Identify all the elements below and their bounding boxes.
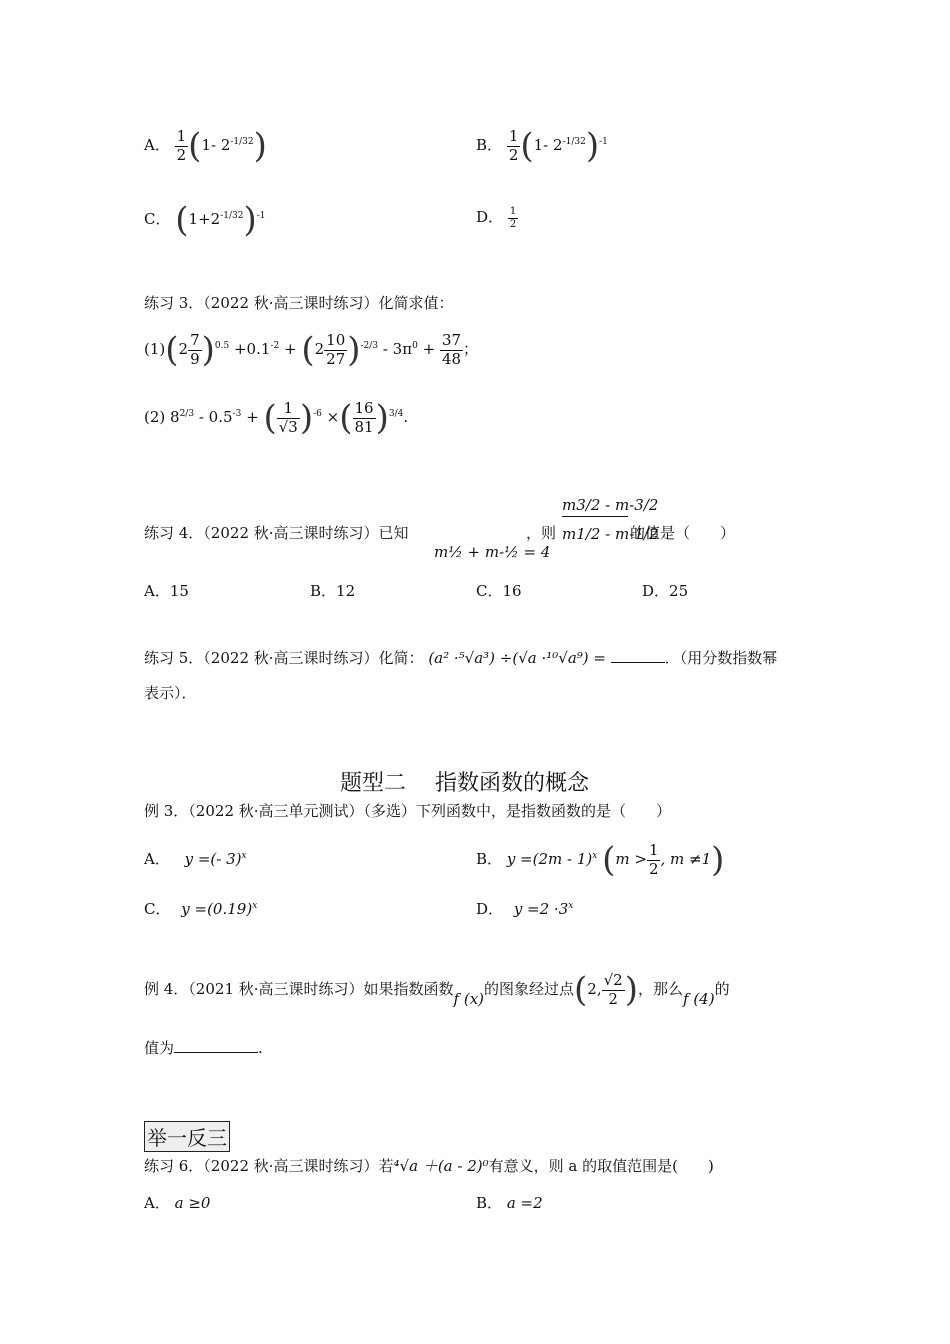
expr-part: +0.1 [233, 340, 271, 358]
fraction-denominator: m1/2 - m-1/2 [562, 525, 659, 543]
exercise-3-part-2: (2) $8^{2/3} - 0.5^{-3}$ + ( $\frac{1}{√3}$ )$^{-6}$ ×( $\frac{16}{81}$ )$^{3/4}$. [144, 398, 409, 438]
exponent: x [568, 901, 574, 911]
mixed-whole: 2 [314, 340, 325, 358]
plus-sign: + [283, 340, 297, 358]
option-label: A． [144, 1194, 170, 1212]
exercise-6-option-b [476, 1192, 543, 1213]
example-3-option-b: B． y =(2m - 1)$^x$ (m > $\frac{1}{2}$ , m ≠1) [476, 840, 725, 880]
option-expression: y =(- 3) [184, 850, 242, 868]
option-expression: y =(2m - 1) [506, 850, 593, 868]
exercise-6-line [144, 1155, 714, 1176]
exponent: -2 [270, 341, 280, 351]
option-label: C． [476, 582, 503, 600]
exercise-6-option-a [144, 1192, 210, 1213]
exercise-4-tail: 的值是（ ） [630, 524, 736, 542]
condition: m > [615, 850, 647, 868]
example-4-tail: 的 [714, 980, 730, 998]
option-label: B． [310, 582, 337, 600]
exponent: 0.5 [214, 341, 230, 351]
exercise-3-label: 练习 3．（2022 秋·高三课时练习）化简求值： [144, 294, 454, 312]
exponent: -6 [313, 409, 322, 419]
example-4-mid: ，那么 [637, 980, 683, 998]
frac-den: 9 [190, 349, 200, 368]
frac-num: 16 [354, 399, 374, 418]
fraction-numerator: m3/2 - m-3/2 [562, 496, 628, 517]
exercise-5-line-2: 表示）． [144, 684, 197, 702]
option-expression: y =2 ·3 [513, 900, 569, 918]
option-c: C． $(1+2^{-1/32})^{-1}$ [144, 200, 266, 240]
part-label: (2) [144, 408, 166, 426]
option-label: A． [144, 136, 170, 154]
option-value: 12 [336, 582, 356, 600]
exponent: 3/4 [388, 409, 404, 419]
half-fraction: $\frac{1}{2}$ [508, 127, 519, 164]
frac-den: 27 [326, 349, 346, 368]
frac-den: 81 [354, 417, 374, 436]
option-expression: a ≥0 [174, 1194, 211, 1212]
option-label: D． [476, 900, 504, 918]
exponent: x [592, 851, 598, 861]
exponent: -2/3 [360, 341, 379, 351]
frac-num: 37 [441, 331, 462, 350]
exercise-5-expression: (a² ·⁵√a³) ÷(√a ·¹⁰√a⁹) = [428, 649, 606, 667]
option-value: 15 [169, 582, 189, 600]
base: 8 [170, 408, 180, 426]
half-fraction: $\frac{1}{2}$ [176, 127, 187, 164]
answer-blank[interactable] [611, 662, 665, 663]
exercise-4-label: 练习 4．（2022 秋·高三课时练习）已知 [144, 524, 409, 542]
times-sign: × [326, 408, 340, 426]
exercise-4-option-b [310, 580, 355, 601]
option-label: B． [476, 1194, 503, 1212]
example-3-option-a [144, 848, 247, 869]
option-label: D． [642, 582, 670, 600]
option-expression: a =2 [506, 1194, 543, 1212]
function-f4: f (4) [683, 990, 715, 1008]
frac-num: 1 [648, 841, 659, 860]
frac-num: 7 [190, 331, 200, 350]
example-3-label: 例 3．（2022 秋·高三单元测试）（多选）下列函数中，是指数函数的是（ ） [144, 802, 672, 820]
option-label: C． [144, 900, 171, 918]
exercise-4-option-c [476, 580, 522, 601]
exponent: x [252, 901, 258, 911]
exponent: 2/3 [179, 409, 195, 419]
option-a: A． $\frac{1}{2}$ (1- $2^{-1/32}$) [144, 126, 267, 166]
exercise-4-mid: ，则 [526, 524, 557, 542]
option-expression: y =(0.19) [181, 900, 253, 918]
option-label: B． [476, 136, 503, 154]
expr-part: - 0.5 [198, 408, 233, 426]
function-fx: f (x) [453, 990, 485, 1008]
exercise-6-expression: ⁴√a ＋(a - 2)⁰ [393, 1157, 489, 1175]
exercise-5-label: 练习 5．（2022 秋·高三课时练习）化简： [144, 649, 424, 667]
section-title: 题型二 指数函数的概念 [340, 771, 589, 796]
frac-den: 48 [441, 349, 462, 368]
frac-den: √3 [278, 417, 298, 436]
example-4-line-1: 例 4．（2021 秋·高三课时练习）如果指数函数f (x)的图象经过点(2, $\frac{√2}{2}$ )，那么f (4)的 [144, 970, 730, 1010]
expr-part: - 3π [382, 340, 413, 358]
part-label: (1) [144, 340, 166, 358]
option-b: B． $\frac{1}{2}$ (1- $2^{-1/32})^{-1}$ [476, 126, 608, 166]
exercise-5-tail: ．（用分数指数幂 [664, 649, 778, 667]
punctuation: ； [463, 340, 479, 358]
frac-den: 2 [608, 989, 618, 1008]
exercise-5-line-1 [144, 647, 777, 668]
exponent: x [241, 851, 247, 861]
exercise-6-tail: 有意义，则 a 的取值范围是( ) [488, 1157, 714, 1175]
option-value: 16 [502, 582, 522, 600]
exponent: -3 [232, 409, 242, 419]
exponent: 0 [412, 341, 418, 351]
option-label: D． [476, 208, 504, 226]
option-label: A． [144, 850, 170, 868]
option-label: B． [476, 850, 503, 868]
plus-sign: + [246, 408, 259, 426]
example-3-option-c [144, 898, 257, 919]
option-d [476, 206, 518, 230]
inverse-exponent: -1 [599, 137, 608, 147]
mixed-whole: 2 [178, 340, 189, 358]
exercise-3-part-1: (1)(2 $\frac{7}{9}$ )$^{0.5} +0.1^{-2} + (2$ $\frac{10}{27}$ )$^{-2/3} - 3\pi^0$ + $\frac{37}{48}$ ； [144, 330, 479, 370]
practice-heading: 举一反三 [144, 1121, 230, 1152]
exercise-4-option-d [642, 580, 688, 601]
exercise-4-option-a [144, 580, 189, 601]
exercise-4-condition: m½ + m-½ = 4 [434, 543, 551, 561]
frac-num: 10 [326, 331, 346, 350]
half-fraction: $\frac{1}{2}$ [509, 206, 517, 230]
frac-num: 1 [277, 400, 300, 418]
frac-num: √2 [603, 971, 623, 990]
option-label: C． [144, 210, 171, 228]
condition: , m ≠1 [660, 850, 712, 868]
example-4-mid: 的图象经过点 [484, 980, 575, 998]
plus-sign: + [422, 340, 436, 358]
example-4-line-2: 值为 . [144, 1039, 263, 1057]
exercise-6-label: 练习 6．（2022 秋·高三课时练习）若 [144, 1157, 394, 1175]
frac-den: 2 [648, 859, 659, 878]
example-4-label: 例 4．（2021 秋·高三课时练习）如果指数函数 [144, 980, 454, 998]
example-3-option-d [476, 898, 573, 919]
point-x: 2, [587, 980, 602, 998]
example-4-answer-prompt: 值为 [144, 1039, 175, 1057]
answer-blank[interactable] [174, 1052, 258, 1053]
exercise-4-fraction [562, 496, 659, 543]
option-label: A． [144, 582, 170, 600]
punctuation: . [403, 408, 409, 426]
option-value: 25 [669, 582, 689, 600]
